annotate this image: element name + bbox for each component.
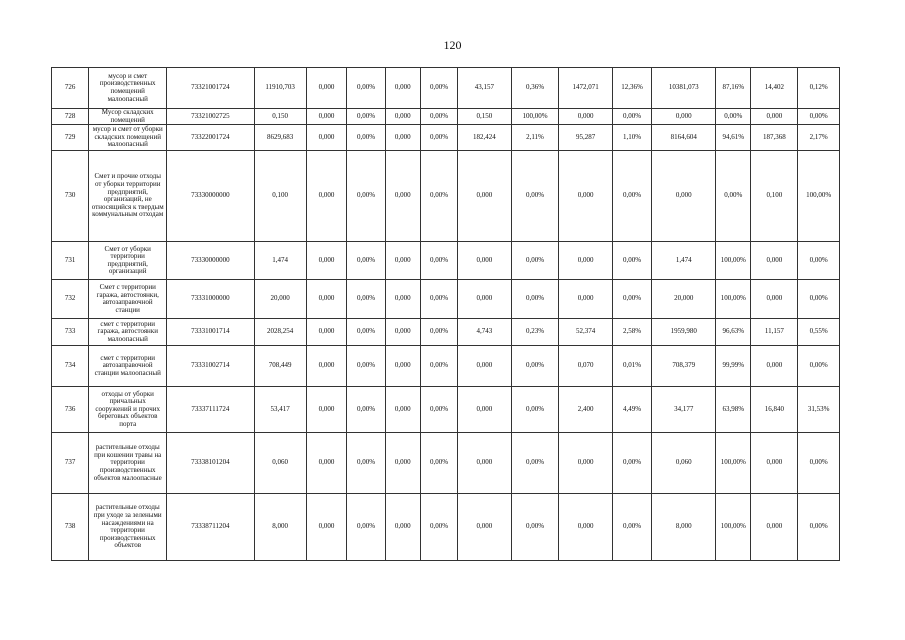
cell-total-amount: 8629,683 — [254, 125, 306, 151]
cell-row-number: 738 — [52, 494, 89, 561]
cell-value-2: 0,000 — [385, 387, 420, 433]
cell-waste-code: 73338101204 — [167, 433, 254, 494]
cell-percent-3: 0,00% — [511, 346, 559, 387]
cell-percent-3: 0,00% — [511, 280, 559, 319]
cell-percent-4: 4,49% — [612, 387, 651, 433]
cell-value-5: 1,474 — [652, 242, 716, 280]
cell-percent-6: 0,00% — [798, 280, 840, 319]
cell-percent-6: 0,00% — [798, 494, 840, 561]
table-row — [52, 319, 840, 346]
cell-value-3: 0,000 — [458, 494, 511, 561]
cell-total-amount: 1,474 — [254, 242, 306, 280]
cell-waste-name: Смет от уборки территории предприятий, организаций — [89, 242, 167, 280]
cell-total-amount: 53,417 — [254, 387, 306, 433]
cell-value-5: 8164,604 — [652, 125, 716, 151]
cell-total-amount: 2028,254 — [254, 319, 306, 346]
cell-row-number: 728 — [52, 109, 89, 125]
cell-value-5: 0,060 — [652, 433, 716, 494]
cell-percent-5: 0,00% — [716, 109, 751, 125]
cell-percent-1: 0,00% — [347, 494, 385, 561]
cell-value-4: 2,400 — [559, 387, 612, 433]
cell-value-4: 0,000 — [559, 494, 612, 561]
cell-waste-name: отходы от уборки причальных сооружений и прочих береговых объектов порта — [89, 387, 167, 433]
cell-row-number: 730 — [52, 151, 89, 242]
cell-waste-code: 73322001724 — [167, 125, 254, 151]
cell-percent-6: 0,00% — [798, 346, 840, 387]
cell-percent-4: 0,00% — [612, 280, 651, 319]
cell-value-4: 52,374 — [559, 319, 612, 346]
cell-percent-2: 0,00% — [420, 433, 457, 494]
table-body — [52, 68, 840, 561]
cell-percent-4: 0,00% — [612, 242, 651, 280]
cell-value-1: 0,000 — [306, 242, 347, 280]
table-row — [52, 125, 840, 151]
cell-waste-name: Мусор складских помещений — [89, 109, 167, 125]
cell-percent-4: 0,01% — [612, 346, 651, 387]
cell-value-1: 0,000 — [306, 125, 347, 151]
cell-value-5: 708,379 — [652, 346, 716, 387]
cell-value-4: 0,000 — [559, 433, 612, 494]
cell-percent-1: 0,00% — [347, 319, 385, 346]
cell-percent-5: 96,63% — [716, 319, 751, 346]
cell-value-2: 0,000 — [385, 280, 420, 319]
cell-waste-name: мусор и смет от уборки складских помещений малоопасный — [89, 125, 167, 151]
cell-value-3: 0,000 — [458, 242, 511, 280]
cell-percent-3: 0,00% — [511, 242, 559, 280]
cell-percent-4: 0,00% — [612, 494, 651, 561]
cell-total-amount: 0,100 — [254, 151, 306, 242]
cell-value-4: 1472,071 — [559, 68, 612, 109]
cell-waste-code: 73337111724 — [167, 387, 254, 433]
table-row — [52, 346, 840, 387]
cell-value-4: 0,070 — [559, 346, 612, 387]
cell-percent-5: 99,99% — [716, 346, 751, 387]
cell-value-3: 0,000 — [458, 280, 511, 319]
cell-percent-6: 2,17% — [798, 125, 840, 151]
cell-waste-code: 73321002725 — [167, 109, 254, 125]
cell-value-2: 0,000 — [385, 151, 420, 242]
cell-value-1: 0,000 — [306, 109, 347, 125]
cell-waste-name: смет с территории гаража, автостоянки малоопасный — [89, 319, 167, 346]
cell-value-1: 0,000 — [306, 494, 347, 561]
cell-value-5: 20,000 — [652, 280, 716, 319]
cell-percent-2: 0,00% — [420, 151, 457, 242]
cell-value-3: 0,000 — [458, 151, 511, 242]
cell-total-amount: 20,000 — [254, 280, 306, 319]
cell-percent-2: 0,00% — [420, 280, 457, 319]
cell-value-5: 0,000 — [652, 109, 716, 125]
table-row — [52, 68, 840, 109]
cell-percent-1: 0,00% — [347, 280, 385, 319]
cell-percent-5: 100,00% — [716, 242, 751, 280]
cell-total-amount: 8,000 — [254, 494, 306, 561]
cell-row-number: 726 — [52, 68, 89, 109]
cell-percent-1: 0,00% — [347, 125, 385, 151]
cell-value-6: 14,402 — [751, 68, 798, 109]
cell-value-6: 11,157 — [751, 319, 798, 346]
cell-percent-1: 0,00% — [347, 68, 385, 109]
table-row — [52, 109, 840, 125]
cell-value-6: 0,000 — [751, 280, 798, 319]
cell-value-3: 182,424 — [458, 125, 511, 151]
cell-value-1: 0,000 — [306, 68, 347, 109]
cell-value-5: 1959,980 — [652, 319, 716, 346]
cell-percent-2: 0,00% — [420, 68, 457, 109]
cell-value-5: 8,000 — [652, 494, 716, 561]
cell-percent-4: 1,10% — [612, 125, 651, 151]
cell-value-1: 0,000 — [306, 387, 347, 433]
cell-row-number: 729 — [52, 125, 89, 151]
cell-total-amount: 11910,703 — [254, 68, 306, 109]
cell-value-3: 0,000 — [458, 387, 511, 433]
cell-percent-5: 94,61% — [716, 125, 751, 151]
cell-percent-5: 100,00% — [716, 494, 751, 561]
cell-percent-6: 0,00% — [798, 109, 840, 125]
cell-row-number: 734 — [52, 346, 89, 387]
cell-value-6: 16,840 — [751, 387, 798, 433]
table-row — [52, 280, 840, 319]
cell-percent-4: 0,00% — [612, 433, 651, 494]
cell-value-1: 0,000 — [306, 319, 347, 346]
cell-row-number: 733 — [52, 319, 89, 346]
cell-value-6: 0,100 — [751, 151, 798, 242]
cell-value-6: 0,000 — [751, 242, 798, 280]
cell-total-amount: 0,150 — [254, 109, 306, 125]
cell-row-number: 737 — [52, 433, 89, 494]
cell-value-2: 0,000 — [385, 125, 420, 151]
cell-waste-code: 73331002714 — [167, 346, 254, 387]
cell-percent-5: 100,00% — [716, 433, 751, 494]
cell-percent-3: 0,00% — [511, 433, 559, 494]
cell-value-2: 0,000 — [385, 242, 420, 280]
cell-row-number: 732 — [52, 280, 89, 319]
cell-waste-name: растительные отходы при уходе за зелеными насаждениями на территории производственных объектов — [89, 494, 167, 561]
cell-value-6: 187,368 — [751, 125, 798, 151]
cell-value-4: 0,000 — [559, 151, 612, 242]
cell-value-1: 0,000 — [306, 280, 347, 319]
cell-waste-code: 73331001714 — [167, 319, 254, 346]
cell-value-2: 0,000 — [385, 346, 420, 387]
cell-value-3: 0,000 — [458, 346, 511, 387]
page-number: 120 — [443, 38, 462, 52]
cell-percent-6: 0,55% — [798, 319, 840, 346]
cell-value-2: 0,000 — [385, 433, 420, 494]
cell-percent-1: 0,00% — [347, 109, 385, 125]
cell-waste-code: 73330000000 — [167, 151, 254, 242]
cell-value-6: 0,000 — [751, 494, 798, 561]
cell-percent-2: 0,00% — [420, 242, 457, 280]
cell-percent-4: 2,58% — [612, 319, 651, 346]
cell-percent-1: 0,00% — [347, 151, 385, 242]
cell-waste-name: растительные отходы при кошении травы на территории производственных объектов малоопасные — [89, 433, 167, 494]
cell-value-4: 0,000 — [559, 242, 612, 280]
table-row — [52, 433, 840, 494]
cell-value-1: 0,000 — [306, 433, 347, 494]
cell-value-6: 0,000 — [751, 433, 798, 494]
cell-percent-2: 0,00% — [420, 109, 457, 125]
cell-percent-4: 0,00% — [612, 109, 651, 125]
cell-percent-1: 0,00% — [347, 387, 385, 433]
cell-value-1: 0,000 — [306, 346, 347, 387]
cell-percent-3: 0,00% — [511, 494, 559, 561]
table-row — [52, 242, 840, 280]
table-row — [52, 151, 840, 242]
cell-percent-2: 0,00% — [420, 319, 457, 346]
cell-value-6: 0,000 — [751, 109, 798, 125]
cell-waste-code: 73331000000 — [167, 280, 254, 319]
cell-waste-name: мусор и смет производственных помещений малоопасный — [89, 68, 167, 109]
cell-percent-6: 100,00% — [798, 151, 840, 242]
cell-percent-6: 0,00% — [798, 433, 840, 494]
cell-percent-3: 0,36% — [511, 68, 559, 109]
cell-value-4: 0,000 — [559, 280, 612, 319]
cell-value-2: 0,000 — [385, 68, 420, 109]
cell-percent-5: 0,00% — [716, 151, 751, 242]
cell-waste-code: 73321001724 — [167, 68, 254, 109]
cell-value-3: 4,743 — [458, 319, 511, 346]
cell-value-3: 43,157 — [458, 68, 511, 109]
cell-row-number: 731 — [52, 242, 89, 280]
cell-percent-6: 0,12% — [798, 68, 840, 109]
cell-percent-3: 100,00% — [511, 109, 559, 125]
table-row — [52, 494, 840, 561]
cell-percent-5: 87,16% — [716, 68, 751, 109]
cell-percent-4: 0,00% — [612, 151, 651, 242]
cell-waste-code: 73338711204 — [167, 494, 254, 561]
cell-value-4: 95,287 — [559, 125, 612, 151]
cell-percent-2: 0,00% — [420, 125, 457, 151]
cell-value-3: 0,150 — [458, 109, 511, 125]
cell-value-2: 0,000 — [385, 494, 420, 561]
cell-value-3: 0,000 — [458, 433, 511, 494]
cell-waste-name: смет с территории автозаправочной станции малоопасный — [89, 346, 167, 387]
cell-waste-code: 73330000000 — [167, 242, 254, 280]
cell-percent-4: 12,36% — [612, 68, 651, 109]
cell-value-1: 0,000 — [306, 151, 347, 242]
cell-total-amount: 0,060 — [254, 433, 306, 494]
cell-percent-1: 0,00% — [347, 242, 385, 280]
cell-percent-1: 0,00% — [347, 346, 385, 387]
cell-percent-3: 0,00% — [511, 387, 559, 433]
cell-percent-3: 0,00% — [511, 151, 559, 242]
waste-data-table — [51, 67, 840, 561]
cell-value-2: 0,000 — [385, 319, 420, 346]
cell-percent-6: 31,53% — [798, 387, 840, 433]
cell-percent-2: 0,00% — [420, 346, 457, 387]
cell-percent-6: 0,00% — [798, 242, 840, 280]
cell-row-number: 736 — [52, 387, 89, 433]
cell-total-amount: 708,449 — [254, 346, 306, 387]
cell-value-2: 0,000 — [385, 109, 420, 125]
cell-percent-1: 0,00% — [347, 433, 385, 494]
cell-value-5: 0,000 — [652, 151, 716, 242]
cell-percent-3: 0,23% — [511, 319, 559, 346]
cell-waste-name: Смет с территории гаража, автостоянки, автозаправочной станции — [89, 280, 167, 319]
cell-percent-5: 63,98% — [716, 387, 751, 433]
cell-percent-2: 0,00% — [420, 494, 457, 561]
cell-waste-name: Смет и прочие отходы от уборки территории предприятий, организаций, не относящийся к твердым коммунальным отходам — [89, 151, 167, 242]
cell-percent-3: 2,11% — [511, 125, 559, 151]
cell-value-5: 10381,073 — [652, 68, 716, 109]
cell-value-6: 0,000 — [751, 346, 798, 387]
cell-value-5: 34,177 — [652, 387, 716, 433]
table-row — [52, 387, 840, 433]
cell-value-4: 0,000 — [559, 109, 612, 125]
cell-percent-2: 0,00% — [420, 387, 457, 433]
cell-percent-5: 100,00% — [716, 280, 751, 319]
